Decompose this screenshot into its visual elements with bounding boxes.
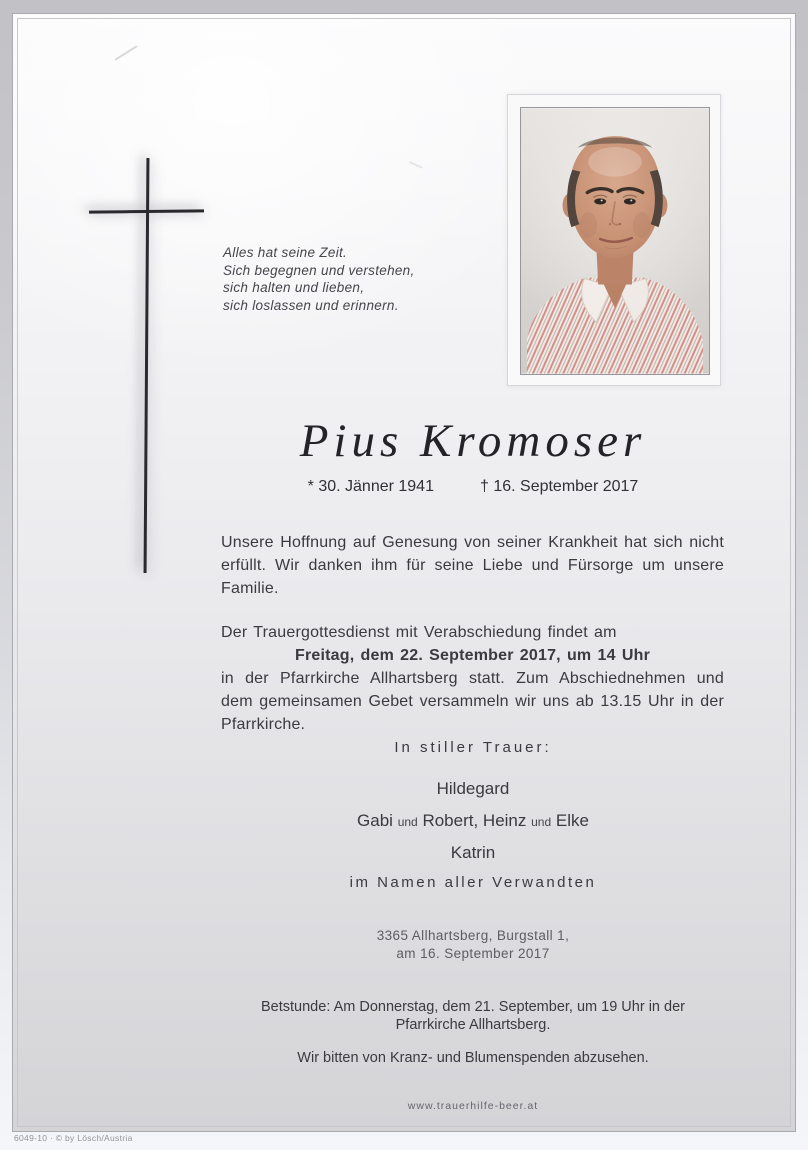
scan-scratch bbox=[114, 45, 137, 60]
flowers-request: Wir bitten von Kranz- und Blumenspenden abzusehen. bbox=[297, 1050, 649, 1066]
conjunction: und bbox=[397, 815, 418, 829]
death-date: † 16. September 2017 bbox=[479, 478, 639, 495]
cross-vertical-bar bbox=[144, 158, 149, 573]
funeral-home-website: www.trauerhilfe-beer.at bbox=[407, 1100, 539, 1112]
memorial-verse bbox=[223, 244, 503, 314]
portrait-illustration bbox=[521, 108, 709, 374]
mourner-name: Gabi bbox=[357, 811, 393, 830]
mourning-label: In stiller Trauer: bbox=[394, 739, 552, 756]
mourner-line-1: Hildegard bbox=[436, 779, 510, 798]
relatives-line: im Namen aller Verwandten bbox=[349, 874, 597, 891]
life-dates bbox=[221, 478, 725, 496]
conjunction: und bbox=[531, 815, 552, 829]
verse-line: Alles hat seine Zeit. bbox=[223, 245, 348, 260]
verse-line: sich halten und lieben, bbox=[223, 280, 365, 295]
mourner-line-2 bbox=[221, 811, 725, 831]
service-details: in der Pfarrkirche Allhartsberg statt. Zum Abschiednehmen und dem gemeinsamen Gebet versammeln wir uns ab 13.15 Uhr in der Pfarrkirche. bbox=[221, 670, 724, 733]
obituary-paragraph: Unsere Hoffnung auf Genesung von seiner Krankheit hat sich nicht erfüllt. Wir danken ihm für seine Liebe und Fürsorge um unsere Familie. bbox=[221, 534, 724, 597]
address-line-2: am 16. September 2017 bbox=[396, 946, 550, 961]
service-intro: Der Trauergottesdienst mit Verabschiedung findet am bbox=[221, 624, 617, 641]
address-line-1: 3365 Allhartsberg, Burgstall 1, bbox=[376, 928, 570, 943]
portrait-photo bbox=[520, 107, 710, 375]
prayer-line-1: Betstunde: Am Donnerstag, dem 21. September, um 19 Uhr in der bbox=[261, 999, 685, 1015]
verse-line: Sich begegnen und verstehen, bbox=[223, 262, 415, 278]
mourner-line-3: Katrin bbox=[450, 843, 496, 862]
birth-date: * 30. Jänner 1941 bbox=[307, 478, 434, 495]
mourner-name: Robert, Heinz bbox=[422, 811, 527, 830]
deceased-name: Pius Kromoser bbox=[299, 415, 647, 467]
prayer-line-2: Pfarrkirche Allhartsberg. bbox=[395, 1016, 551, 1033]
memorial-card bbox=[12, 13, 796, 1132]
scan-scratch bbox=[409, 161, 423, 169]
prayer-hour-note bbox=[221, 999, 725, 1034]
print-code: 6049-10 · © by Lösch/Austria bbox=[14, 1133, 133, 1143]
mourner-name: Elke bbox=[555, 811, 589, 830]
portrait-photo-frame bbox=[507, 94, 721, 386]
address-block bbox=[221, 927, 725, 963]
service-announcement bbox=[221, 621, 724, 736]
memorial-cross-icon bbox=[83, 154, 223, 579]
verse-line: sich loslassen und erinnern. bbox=[223, 297, 399, 313]
service-datetime: Freitag, dem 22. September 2017, um 14 Uhr bbox=[294, 647, 651, 664]
